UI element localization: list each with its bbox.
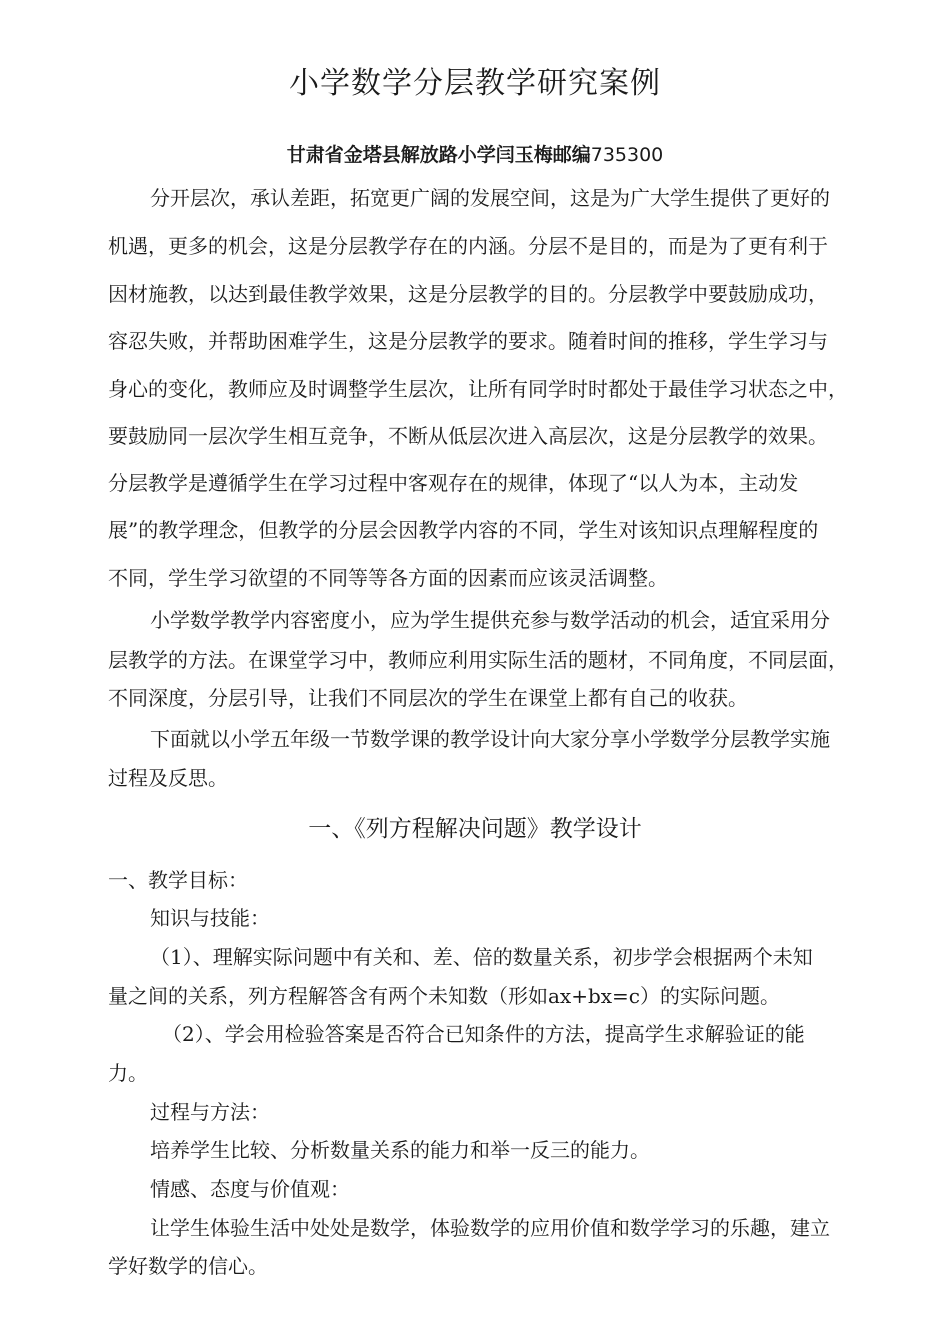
body-line: （1）、理解实际问题中有关和、差、倍的数量关系，初步学会根据两个未知 xyxy=(150,945,813,969)
intro-line: 身心的变化，教师应及时调整学生层次，让所有同学时时都处于最佳学习状态之中， xyxy=(108,377,848,401)
body-line: 一、教学目标： xyxy=(108,868,248,892)
zip-code: 735300 xyxy=(590,144,664,166)
intro-line: 分开层次，承认差距，拓宽更广阔的发展空间，这是为广大学生提供了更好的 xyxy=(150,186,830,210)
body-line: 量之间的关系，列方程解答含有两个未知数（形如ax+bx=c）的实际问题。 xyxy=(108,984,781,1008)
document-title: 小学数学分层教学研究案例 xyxy=(289,66,661,101)
body-line: 让学生体验生活中处处是数学，体验数学的应用价值和数学学习的乐趣，建立 xyxy=(150,1216,830,1240)
intro-line: 分层教学是遵循学生在学习过程中客观存在的规律，体现了“以人为本，主动发 xyxy=(108,471,799,495)
body-line: 过程与方法： xyxy=(150,1100,270,1124)
body-line: 培养学生比较、分析数量关系的能力和举一反三的能力。 xyxy=(150,1138,650,1162)
body-line: 学好数学的信心。 xyxy=(108,1254,268,1278)
intro-line: 机遇，更多的机会，这是分层教学存在的内涵。分层不是目的，而是为了更有利于 xyxy=(108,234,828,258)
intro-line: 下面就以小学五年级一节数学课的教学设计向大家分享小学数学分层教学实施 xyxy=(150,727,830,751)
body-line: 情感、态度与价值观： xyxy=(150,1177,350,1201)
intro-line: 小学数学教学内容密度小，应为学生提供充参与数学活动的机会，适宜采用分 xyxy=(150,608,830,632)
intro-line: 展”的教学理念，但教学的分层会因教学内容的不同，学生对该知识点理解程度的 xyxy=(108,518,819,542)
intro-line: 不同，学生学习欲望的不同等等各方面的因素而应该灵活调整。 xyxy=(108,566,668,590)
author-text: 甘肃省金塔县解放路小学闫玉梅邮编 xyxy=(286,144,591,166)
section-title: 一、《列方程解决问题》教学设计 xyxy=(308,816,642,842)
body-line: 力。 xyxy=(108,1061,148,1085)
intro-line: 不同深度，分层引导，让我们不同层次的学生在课堂上都有自己的收获。 xyxy=(108,686,748,710)
intro-line: 层教学的方法。在课堂学习中，教师应利用实际生活的题材，不同角度，不同层面， xyxy=(108,648,848,672)
intro-line: 要鼓励同一层次学生相互竞争，不断从低层次进入高层次，这是分层教学的效果。 xyxy=(108,424,828,448)
intro-line: 过程及反思。 xyxy=(108,766,228,790)
author-line xyxy=(0,140,950,167)
intro-line: 因材施教，以达到最佳教学效果，这是分层教学的目的。分层教学中要鼓励成功， xyxy=(108,282,828,306)
intro-line: 容忍失败，并帮助困难学生，这是分层教学的要求。随着时间的推移，学生学习与 xyxy=(108,329,828,353)
body-line: （2）、学会用检验答案是否符合已知条件的方法，提高学生求解验证的能 xyxy=(162,1022,805,1046)
body-line: 知识与技能： xyxy=(150,906,270,930)
